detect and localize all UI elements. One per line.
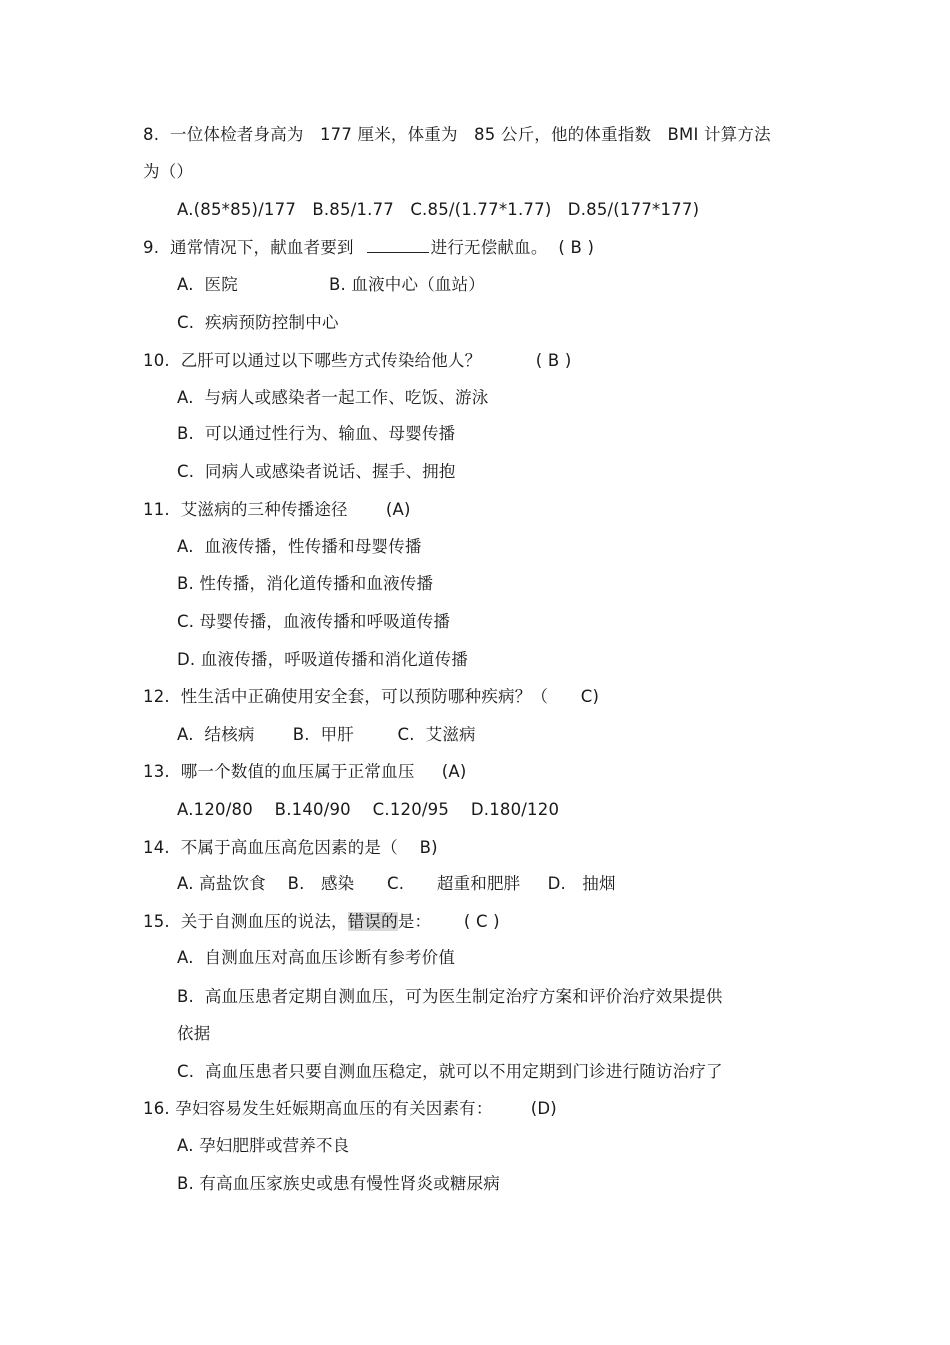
- question-8-line-1: 8. 一位体检者身高为 177 厘米，体重为 85 公斤，他的体重指数 BMI 计算方法: [143, 125, 771, 144]
- question-9-text-before: 9. 通常情况下，献血者要到: [143, 238, 365, 257]
- question-14: 14. 不属于高血压高危因素的是（ B): [143, 838, 438, 857]
- question-11: 11. 艾滋病的三种传播途径 (A): [143, 500, 411, 519]
- question-15-option-b-line-1: B. 高血压患者定期自测血压，可为医生制定治疗方案和评价治疗效果提供: [177, 987, 723, 1006]
- question-16: 16. 孕妇容易发生妊娠期高血压的有关因素有： (D): [143, 1099, 557, 1118]
- question-15-text-before: 15. 关于自测血压的说法，: [143, 912, 348, 931]
- question-16-option-a: A. 孕妇肥胖或营养不良: [177, 1136, 350, 1155]
- question-14-options: A. 高盐饮食 B. 感染 C. 超重和肥胖 D. 抽烟: [177, 874, 616, 893]
- question-11-option-d: D. 血液传播，呼吸道传播和消化道传播: [177, 650, 468, 669]
- question-11-option-b: B. 性传播，消化道传播和血液传播: [177, 574, 434, 593]
- question-9-option-c: C. 疾病预防控制中心: [177, 313, 339, 332]
- question-10-option-a: A. 与病人或感染者一起工作、吃饭、游泳: [177, 388, 489, 407]
- question-13-options: A.120/80 B.140/90 C.120/95 D.180/120: [177, 800, 560, 819]
- question-16-option-b: B. 有高血压家族史或患有慢性肾炎或糖尿病: [177, 1174, 501, 1193]
- question-12: 12. 性生活中正确使用安全套，可以预防哪种疾病？（ C): [143, 687, 600, 706]
- question-8-options: A.(85*85)/177 B.85/1.77 C.85/(1.77*1.77) D.85/(177*177): [177, 200, 700, 219]
- question-9-options-ab: [177, 274, 486, 296]
- question-10-option-b: B. 可以通过性行为、输血、母婴传播: [177, 424, 456, 443]
- question-9-text-after: 进行无偿献血。 ( B ): [430, 238, 595, 257]
- option-b: B. 血液中心（血站）: [329, 275, 486, 294]
- question-11-option-c: C. 母婴传播，血液传播和呼吸道传播: [177, 612, 451, 631]
- question-10-option-c: C. 同病人或感染者说话、握手、拥抱: [177, 462, 456, 481]
- question-13: 13. 哪一个数值的血压属于正常血压 (A): [143, 762, 467, 781]
- question-15-option-b-line-2: 依据: [177, 1024, 211, 1043]
- question-15-option-a: A. 自测血压对高血压诊断有参考价值: [177, 948, 456, 967]
- fill-in-blank: [367, 238, 429, 253]
- question-9: [143, 237, 594, 259]
- question-8-line-2: 为（）: [143, 162, 194, 181]
- question-10: 10. 乙肝可以通过以下哪些方式传染给他人？ ( B ): [143, 351, 572, 370]
- question-15-text-after: 是： ( C ): [397, 912, 500, 931]
- question-11-option-a: A. 血液传播，性传播和母婴传播: [177, 537, 422, 556]
- question-15: [143, 911, 500, 933]
- highlighted-text: 错误的: [347, 912, 398, 931]
- question-12-options: A. 结核病 B. 甲肝 C. 艾滋病: [177, 725, 476, 744]
- question-15-option-c: C. 高血压患者只要自测血压稳定，就可以不用定期到门诊进行随访治疗了: [177, 1062, 723, 1081]
- option-a: A. 医院: [177, 275, 238, 294]
